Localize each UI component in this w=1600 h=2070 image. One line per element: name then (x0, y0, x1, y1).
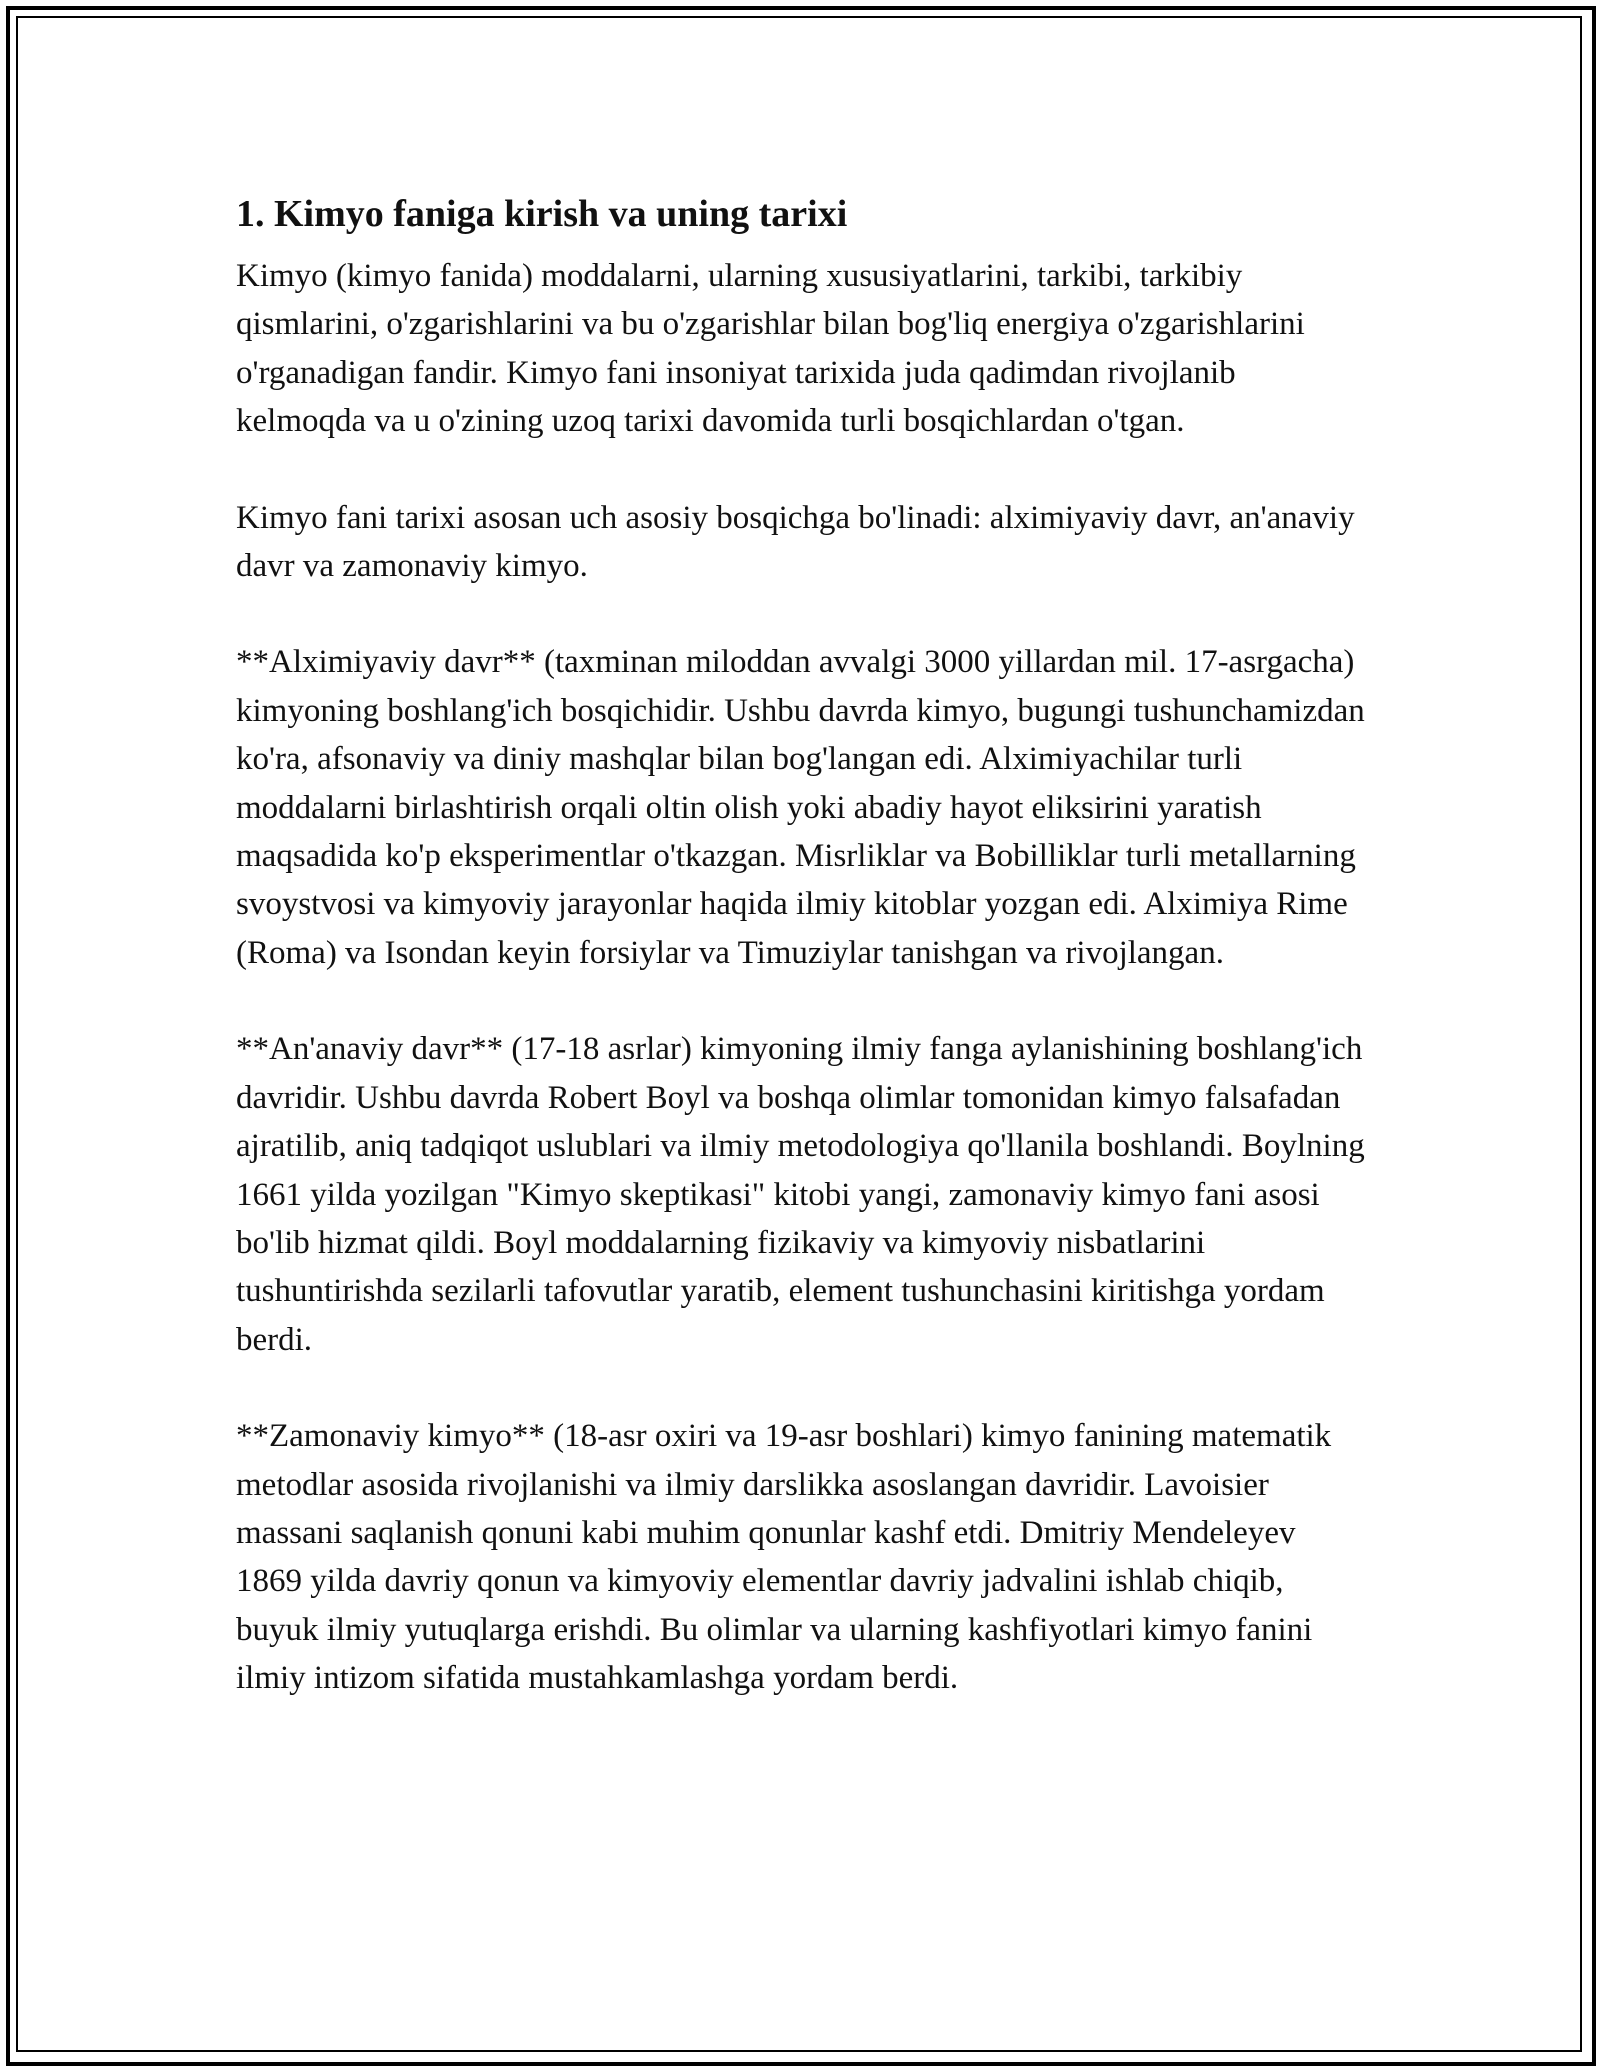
paragraph-modern-chemistry: **Zamonaviy kimyo** (18-asr oxiri va 19-asr boshlari) kimyo fanining matematik metodlar asosida rivojlanishi va ilmiy darslikka asoslangan davridir. Lavoisier massani saqlanish qonuni kabi muhim qonunlar kashf etdi. Dmitriy Mendeleyev 1869 yilda davriy qonun va kimyoviy elementlar davriy jadvalini ishlab chiqib, buyuk ilmiy yutuqlarga erishdi. Bu olimlar va ularning kashfiyotlari kimyo fanini ilmiy intizom sifatida mustahkamlashga yordam berdi. (236, 1418, 1332, 1697)
page-title: 1. Kimyo faniga kirish va uning tarixi (236, 193, 848, 235)
paragraph-alchemy-period: **Alximiyaviy davr** (taxminan miloddan avvalgi 3000 yillardan mil. 17-asrgacha) kimyoning boshlang'ich bosqichidir. Ushbu davrda kimyo, bugungi tushunchamizdan ko'ra, afsonaviy va diniy mashqlar bilan bog'langan edi. Alximiyachilar turli moddalarni birlashtirish orqali oltin olish yoki abadiy hayot eliksirini yaratish maqsadida ko'p eksperimentlar o'tkazgan. Misrliklar va Bobilliklar turli metallarning svoystvosi va kimyoviy jarayonlar haqida ilmiy kitoblar yozgan edi. Alximiya Rime (Roma) va Isondan keyin forsiylar va Timuziylar tanishgan va rivojlangan. (236, 644, 1365, 971)
paragraph-intro: Kimyo (kimyo fanida) moddalarni, ularning xususiyatlarini, tarkibi, tarkibiy qismlarini, o'zgarishlarini va bu o'zgarishlar bilan bog'liq energiya o'zgarishlarini o'rganadigan fandir. Kimyo fani insoniyat tarixida juda qadimdan rivojlanib kelmoqda va u o'zining uzoq tarixi davomida turli bosqichlardan o'tgan. (236, 258, 1305, 440)
paragraph-periods-overview: Kimyo fani tarixi asosan uch asosiy bosqichga bo'linadi: alximiyaviy davr, an'anaviy davr va zamonaviy kimyo. (236, 499, 1355, 585)
document-body (236, 188, 1366, 1751)
paragraph-traditional-period: **An'anaviy davr** (17-18 asrlar) kimyoning ilmiy fanga aylanishining boshlang'ich davridir. Ushbu davrda Robert Boyl va boshqa olimlar tomonidan kimyo falsafadan ajratilib, aniq tadqiqot uslublari va ilmiy metodologiya qo'llanila boshlandi. Boylning 1661 yilda yozilgan "Kimyo skeptikasi" kitobi yangi, zamonaviy kimyo fani asosi bo'lib hizmat qildi. Boyl moddalarning fizikaviy va kimyoviy nisbatlarini tushuntirishda sezilarli tafovutlar yaratib, element tushunchasini kiritishga yordam berdi. (236, 1031, 1365, 1358)
